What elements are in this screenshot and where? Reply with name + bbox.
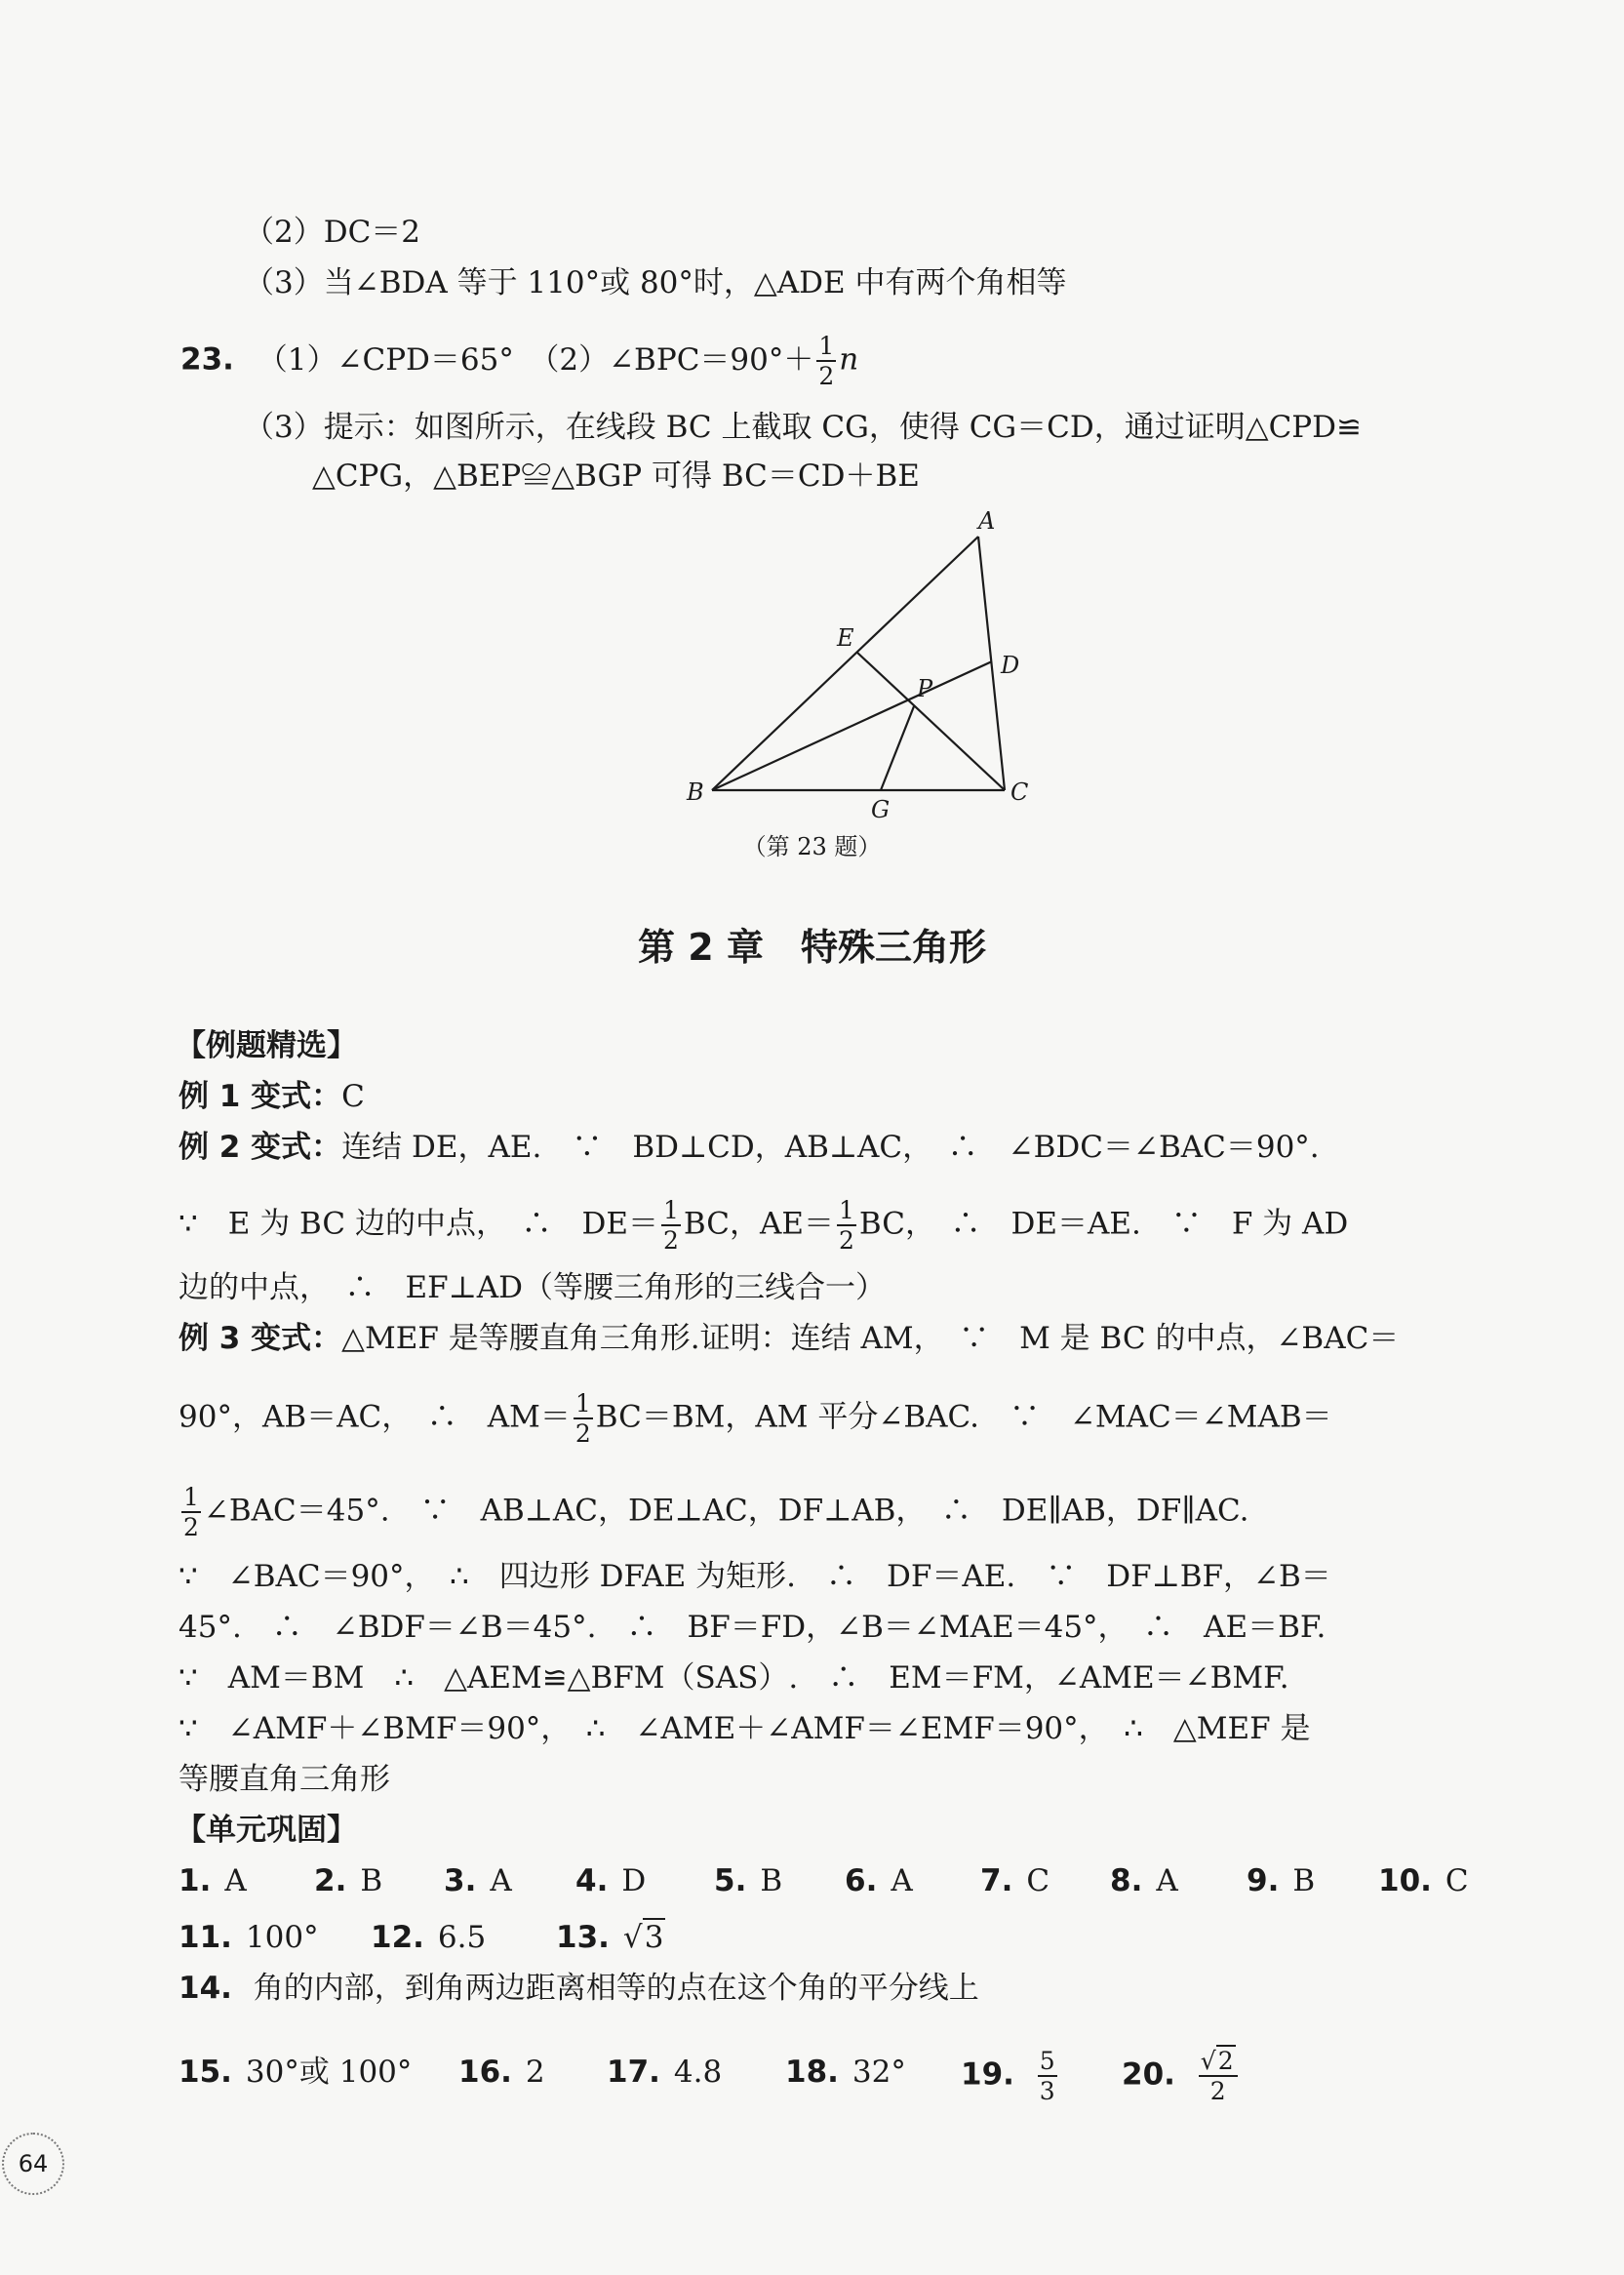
answer-14 xyxy=(178,1969,979,2008)
answer-23-3-line1: （3）提示：如图所示，在线段 BC 上截取 CG，使得 CG＝CD，通过证明△CPD≌ xyxy=(244,410,1362,445)
question-number: 8. xyxy=(1110,1863,1143,1898)
answer-value: √3 xyxy=(622,1920,664,1955)
label-E: E xyxy=(837,624,854,652)
question-number: 13. xyxy=(556,1920,610,1955)
question-number: 16. xyxy=(458,2055,512,2090)
answer-value: A xyxy=(224,1863,247,1898)
segment-EC xyxy=(856,652,1005,790)
answer-item xyxy=(314,1861,382,1900)
example-text: ∠BAC＝45°. ∵ AB⊥AC，DE⊥AC，DF⊥AB， ∴ DE∥AB，DF∥AC. xyxy=(203,1493,1249,1529)
example-3-line2 xyxy=(178,1391,1332,1446)
answer-value: C xyxy=(1445,1863,1469,1898)
example-3-line3 xyxy=(178,1485,1248,1539)
example-text: BC，AE＝ xyxy=(683,1206,834,1242)
example-2-line2 xyxy=(178,1198,1348,1253)
fraction-half: $\frac{1}{2}$ xyxy=(838,1196,854,1255)
answer-value: 100° xyxy=(245,1920,319,1955)
answer-value: B xyxy=(360,1863,383,1898)
answer-value: A xyxy=(1156,1863,1178,1898)
example-2-line1 xyxy=(178,1128,1320,1167)
page-number: 64 xyxy=(2,2133,64,2195)
example-2-line3: 边的中点， ∴ EF⊥AD（等腰三角形的三线合一） xyxy=(178,1270,887,1305)
answer-item xyxy=(556,1918,665,1957)
example-3-line4: ∵ ∠BAC＝90°， ∴ 四边形 DFAE 为矩形. ∴ DF＝AE. ∵ DF⊥BF，∠B＝ xyxy=(178,1559,1331,1594)
answer-value: 30°或 100° xyxy=(245,2055,413,2090)
answer-value: B xyxy=(1292,1863,1316,1898)
segment-BD xyxy=(712,661,992,790)
figure-caption: （第 23 题） xyxy=(742,833,882,860)
answer-text: （1）∠CPD＝65° （2）∠BPC＝90°＋ xyxy=(257,341,814,378)
label-C: C xyxy=(1010,778,1029,806)
answer-value: A xyxy=(891,1863,913,1898)
answer-19 xyxy=(961,2049,1060,2103)
answer-value: D xyxy=(621,1863,647,1898)
example-text: C xyxy=(341,1079,365,1114)
answer-item xyxy=(845,1861,913,1900)
example-1 xyxy=(178,1077,365,1116)
variable-n: n xyxy=(839,341,859,378)
answer-23-3-line2: △CPG，△BEP≌△BGP 可得 BC＝CD＋BE xyxy=(312,459,920,494)
segment-BA xyxy=(712,537,978,790)
label-A: A xyxy=(978,507,996,535)
answer-22-2: （2）DC＝2 xyxy=(244,215,421,250)
question-number: 11. xyxy=(178,1920,232,1955)
answer-item xyxy=(458,2053,545,2092)
triangle-figure xyxy=(673,499,1053,821)
answer-item xyxy=(178,1918,319,1957)
answer-value: A xyxy=(490,1863,512,1898)
label-G: G xyxy=(871,796,891,821)
section-heading-unit: 【单元巩固】 xyxy=(176,1813,357,1848)
question-number: 17. xyxy=(607,2055,660,2090)
label-D: D xyxy=(1001,652,1020,679)
answer-item xyxy=(371,1918,486,1957)
example-text: △MEF 是等腰直角三角形.证明：连结 AM， ∵ M 是 BC 的中点，∠BAC＝ xyxy=(341,1321,1400,1356)
question-number: 1. xyxy=(178,1863,212,1898)
example-3-line7: ∵ ∠AMF＋∠BMF＝90°， ∴ ∠AME＋∠AMF＝∠EMF＝90°， ∴ △MEF 是 xyxy=(178,1711,1311,1746)
example-label: 例 2 变式： xyxy=(178,1130,342,1165)
example-3-line6: ∵ AM＝BM ∴ △AEM≌△BFM（SAS）. ∴ EM＝FM，∠AME＝∠BMF. xyxy=(178,1660,1289,1696)
segment-PG xyxy=(881,706,914,790)
answer-value: 6.5 xyxy=(437,1920,487,1955)
fraction: $\frac{5}{3}$ xyxy=(1039,2047,1055,2105)
answer-20 xyxy=(1122,2049,1241,2103)
answer-item xyxy=(444,1861,512,1900)
question-number: 9. xyxy=(1247,1863,1280,1898)
question-number: 4. xyxy=(575,1863,609,1898)
fraction-half: $\frac{1}{2}$ xyxy=(183,1483,199,1541)
fraction-half: $\frac{1}{2}$ xyxy=(574,1389,591,1448)
answer-item xyxy=(1378,1861,1469,1900)
label-P: P xyxy=(917,675,933,702)
example-label: 例 3 变式： xyxy=(178,1321,342,1356)
question-number: 7. xyxy=(980,1863,1013,1898)
fraction: $\frac{√2}{2}$ xyxy=(1199,2049,1238,2103)
answer-value: B xyxy=(760,1863,783,1898)
answer-item xyxy=(178,2053,412,2092)
question-number: 6. xyxy=(845,1863,878,1898)
question-number: 19. xyxy=(961,2056,1014,2093)
example-3-line1 xyxy=(178,1319,1399,1358)
question-number: 18. xyxy=(785,2055,839,2090)
question-number: 12. xyxy=(371,1920,424,1955)
answer-value: 32° xyxy=(852,2055,906,2090)
example-text: ∵ E 为 BC 边的中点， ∴ DE＝ xyxy=(178,1206,658,1242)
question-number: 5. xyxy=(714,1863,747,1898)
answer-text: 角的内部，到角两边距离相等的点在这个角的平分线上 xyxy=(253,1971,979,2006)
answer-item xyxy=(607,2053,722,2092)
answer-value: 4.8 xyxy=(673,2055,723,2090)
question-number: 2. xyxy=(314,1863,347,1898)
answer-value: C xyxy=(1026,1863,1050,1898)
fraction-half: $\frac{1}{2}$ xyxy=(662,1196,679,1255)
question-number: 20. xyxy=(1122,2056,1175,2093)
question-number: 3. xyxy=(444,1863,477,1898)
section-heading-examples: 【例题精选】 xyxy=(176,1028,357,1063)
answer-23-1-2 xyxy=(180,334,858,388)
question-number: 23. xyxy=(180,341,234,378)
answer-item xyxy=(575,1861,646,1900)
answer-item xyxy=(178,1861,247,1900)
answer-item xyxy=(785,2053,906,2092)
example-text: BC， ∴ DE＝AE. ∵ F 为 AD xyxy=(858,1206,1349,1242)
chapter-title: 第 2 章 特殊三角形 xyxy=(638,926,986,969)
answer-value: 2 xyxy=(525,2055,545,2090)
example-3-line5: 45°. ∴ ∠BDF＝∠B＝45°. ∴ BF＝FD，∠B＝∠MAE＝45°， ∴ AE＝BF. xyxy=(178,1610,1327,1645)
question-number: 10. xyxy=(1378,1863,1432,1898)
question-number: 15. xyxy=(178,2055,232,2090)
answer-item xyxy=(1110,1861,1178,1900)
answer-item xyxy=(1247,1861,1315,1900)
example-text: 90°，AB＝AC， ∴ AM＝ xyxy=(178,1399,571,1435)
question-number: 14. xyxy=(178,1971,232,2006)
answer-22-3: （3）当∠BDA 等于 110°或 80°时，△ADE 中有两个角相等 xyxy=(244,265,1067,300)
answer-item xyxy=(980,1861,1050,1900)
label-B: B xyxy=(687,778,704,806)
example-text: BC＝BM，AM 平分∠BAC. ∵ ∠MAC＝∠MAB＝ xyxy=(595,1399,1332,1435)
example-3-line8: 等腰直角三角形 xyxy=(178,1762,390,1797)
example-label: 例 1 变式： xyxy=(178,1079,342,1114)
answer-item xyxy=(714,1861,782,1900)
example-text: 连结 DE，AE. ∵ BD⊥CD，AB⊥AC， ∴ ∠BDC＝∠BAC＝90°. xyxy=(341,1130,1320,1165)
fraction: $\frac{1}{2}$ xyxy=(818,332,835,390)
